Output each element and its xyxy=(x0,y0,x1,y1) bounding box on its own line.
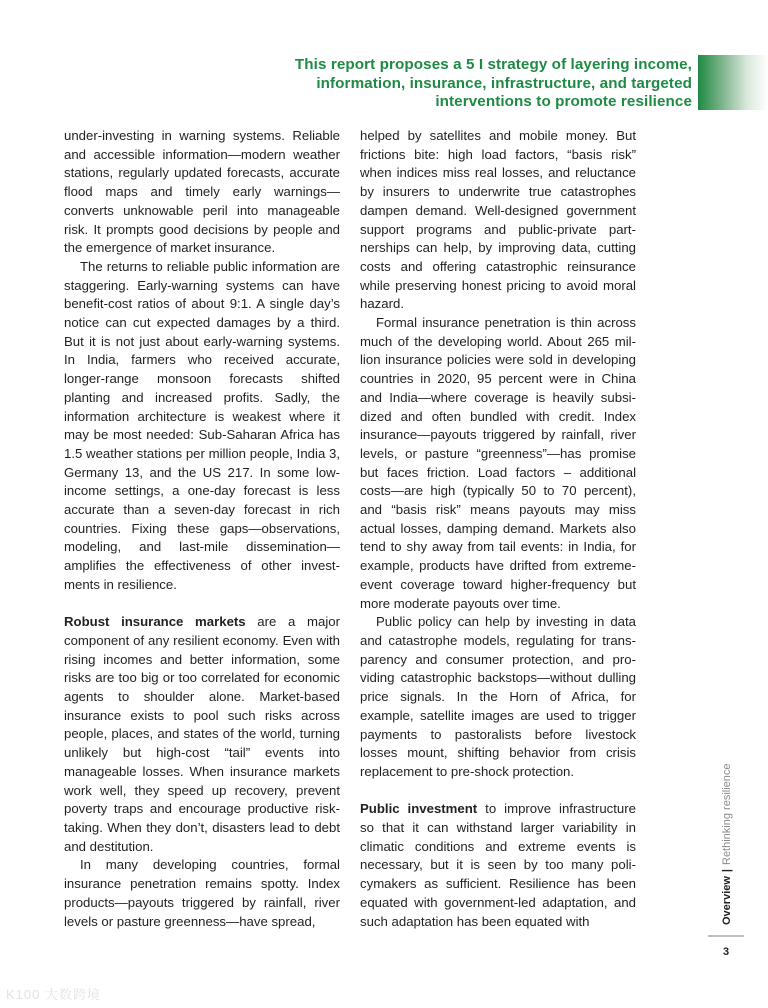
paragraph: In many developing countries, formal insurance penetration remains spotty. Index products—payouts triggered by rainfall, river levels or pasture greenness—have spread, xyxy=(64,857,340,929)
right-column xyxy=(360,127,636,931)
paragraph: helped by satellites and mobile money. But frictions bite: high load factors, “basis risk” when indices miss real losses, and reluctance by insurers to underwrite true catastrophes dampen demand. Well-designed government support programs and public-private partnerships can help, by improving data, cutting costs and offering catastrophic reinsurance while preserving honest pricing to avoid moral hazard. xyxy=(360,128,636,312)
running-sidebar xyxy=(716,745,736,925)
section-label: Overview xyxy=(721,876,733,925)
paragraph: Formal insurance penetration is thin across much of the developing world. About 265 million insurance policies were sold in developing countries in 2020, 95 percent were in China and India—where coverage is heavily subsidized and often bundled with credit. Index insurance—payouts triggered by rainfall, river levels, or pasture “greenness”—has promise but faces friction. Load factors – additional costs—are high (typically 50 to 70 percent), and “basis risk” means payouts may miss actual losses, damping demand. Markets also tend to shy away from tail events: in India, for example, products have drifted from extreme-event coverage toward higher-frequency but more moderate payouts over time. xyxy=(360,315,636,611)
paragraph-text: are a major component of any resilient economy. Even with rising incomes and better information, some risks are too big or too correlated for economic agents to shoulder alone. Market-based insurance exists to pool such risks across people, places, and states of the world, turning unlikely but high-cost “tail” events into manageable losses. When insurance markets work well, they speed up recovery, prevent poverty traps and encourage productive risk-taking. When they don’t, disasters lead to debt and destitution. xyxy=(64,614,340,854)
paragraph-text: to improve infrastructure so that it can withstand larger variability in climatic conditions and extreme events is necessary, but it is seen by too many policymakers as sufficient. Resilience has been equated with government-led adaptation, and such adaptation has been equated with xyxy=(360,801,636,929)
paragraph xyxy=(360,800,636,931)
paragraph: The returns to reliable public information are staggering. Early-warning systems can have benefit-cost ratios of about 9:1. A single day’s notice can cut expected damages by a third. But it is not just about early-warning systems. In India, farmers who received accurate, longer-range monsoon forecasts shifted planting and increased profits. Sadly, the information architecture is weakest where it may be most needed: Sub-Saharan Africa has 1.5 weather stations per million people, India 3, Germany 13, and the US 217. In some low-income settings, a one-day forecast is less accurate than a seven-day forecast in rich countries. Fixing these gaps—observations, modeling, and last-mile dissemination—amplifies the effectiveness of other investments in resilience. xyxy=(64,258,340,592)
chapter-label: Rethinking resilience xyxy=(721,763,733,865)
lead-in-bold: Robust insurance markets xyxy=(64,614,246,630)
green-gradient-bar xyxy=(698,55,768,110)
left-column xyxy=(64,127,340,931)
paragraph: Public policy can help by investing in data and catastrophe models, regulating for transparency and consumer protection, and providing catastrophic backstops—without dulling price signals. In the Horn of Africa, for example, satellite images are used to trigger payments to pastoralists before livestock losses mount, shifting behavior from crisis replacement to pre-shock protection. xyxy=(360,614,636,779)
lead-in-bold: Public investment xyxy=(360,801,478,817)
paragraph: under-investing in warning systems. Reliable and accessible information—modern weather stations, regularly updated forecasts, accurate flood maps and timely early warnings—converts unknowable peril into manageable risk. It prompts good decisions by people and the emergence of market insurance. xyxy=(64,128,340,256)
section-separator: | xyxy=(721,869,733,873)
paragraph xyxy=(64,613,340,856)
page-number-rule xyxy=(708,935,744,937)
page-headline: This report proposes a 5 I strategy of layering income, information, insurance, infrastructure, and targeted interventions to promote resilience xyxy=(294,56,692,110)
watermark-logo: K100 大数跨境 xyxy=(6,987,101,1002)
page-number: 3 xyxy=(722,946,730,958)
